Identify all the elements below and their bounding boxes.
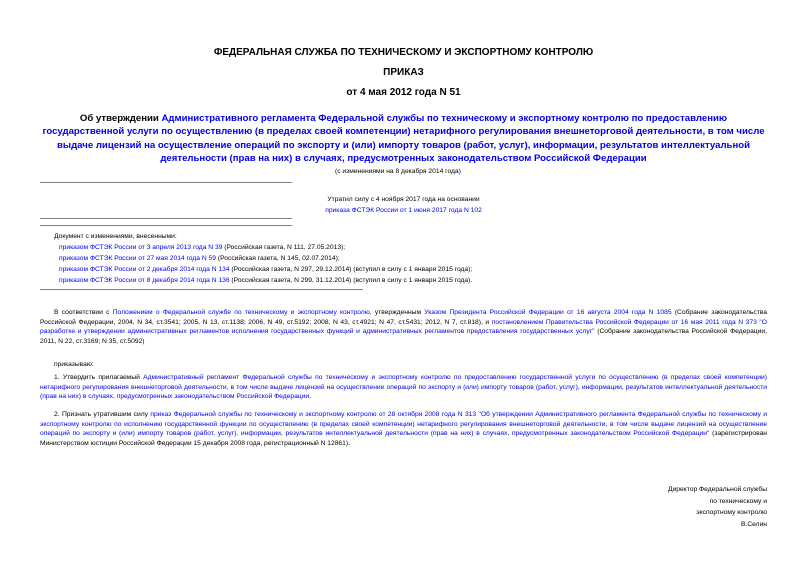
list-item (54, 243, 767, 252)
divider (40, 289, 363, 290)
agency-heading: ФЕДЕРАЛЬНАЯ СЛУЖБА ПО ТЕХНИЧЕСКОМУ И ЭКСПОРТНОМУ КОНТРОЛЮ (213, 47, 594, 58)
changes-block (54, 232, 767, 285)
divider (40, 225, 292, 226)
signature-position: по техническому и (709, 497, 767, 505)
fstec-statute-link[interactable]: Положением о Федеральной службе по техническому и экспортному контролю (112, 309, 370, 316)
change-link[interactable]: приказом ФСТЭК России от 8 декабря 2014 года N 136 (59, 277, 230, 284)
preamble-paragraph (40, 308, 767, 346)
list-item (54, 254, 767, 263)
preamble-text: , утвержденным (369, 309, 425, 316)
amendments-note: (с изменениями на 8 декабря 2014 года) (335, 168, 461, 175)
order-word: приказываю: (54, 361, 94, 368)
change-link[interactable]: приказом ФСТЭК России от 3 апреля 2013 года N 39 (59, 244, 223, 251)
change-details: (Российская газета, N 145, 02.07.2014); (216, 255, 340, 262)
title-regulation-link[interactable]: Административного регламента Федеральной службы по техническому и экспортному контролю по предоставлению государственной услуги по осуществлению (в пределах своей компетенции) нетарифного регулирования внешнеторговой деятельности, в том числе выдаче лицензий на осуществление операций по экспорту и (или) импорту товаров (работ, услуг), информации, результатов интеллектуальной деятельности (прав на них) в случаях, предусмотренных законодательством Российской Федерации (42, 113, 765, 165)
signature-position: Директор Федеральной службы (668, 486, 767, 493)
government-resolution-link[interactable]: постановлением Правительства Российской Федерации от 16 мая 2011 года N 373 "О разработке и утверждении административных регламентов исполнения государственных функций и административных регламентов предоставления государственных услуг" (40, 318, 767, 336)
signatory-name: В.Селин (741, 520, 767, 528)
preamble-text: (Собрание законодательства Российской Федерации, 2011, N 22, ст.3169; N 35, ст.5092) (40, 328, 767, 345)
regulation-link[interactable]: Административный регламент Федеральной службы по техническому и экспортному контролю по предоставлению государственной услуги по осуществлению (в пределах своей компетенции) нетарифного регулирования внешнеторговой деятельности, в том числе выдаче лицензий на осуществление операций по экспорту и (или) импорту товаров (работ, услуг), информации, результатов интеллектуальной деятельности (прав на них) в случаях, предусмотренных законодательством Российской Федерации (40, 374, 767, 401)
list-item (54, 265, 767, 274)
title-prefix: Об утверждении (79, 113, 162, 124)
divider (40, 218, 292, 219)
change-link[interactable]: приказом ФСТЭК России от 2 декабря 2014 года N 134 (59, 266, 230, 273)
item-1-text: 1. Утвердить прилагаемый (54, 374, 144, 381)
item-1-text: . (309, 393, 311, 401)
preamble-text: В соответствии с (54, 309, 113, 316)
changes-heading: Документ с изменениями, внесенными: (54, 233, 177, 240)
repealed-order-link[interactable]: приказ Федеральной службы по техническому и экспортному контролю от 28 октября 2008 года N 313 "Об утверждении Административного регламента Федеральной службы по техническому и экспортному контролю по исполнению государственной функции по осуществлению (в пределах своей компетенции) нетарифного регулирования внешнеторговой деятельности, в том числе выдаче лицензий на осуществление операций по экспорту и (или) импорту товаров (работ, услуг), информации, результатов интеллектуальной деятельности (прав на них) в случаях, предусмотренных законодательством Российской Федерации" (40, 411, 767, 438)
item-2-text: 2. Признать утратившим силу (54, 411, 151, 418)
lost-force-link[interactable]: приказа ФСТЭК России от 1 июня 2017 года N 102 (325, 207, 482, 214)
doc-type: ПРИКАЗ (383, 67, 424, 78)
presidential-decree-link[interactable]: Указом Президента Российской Федерации от 16 августа 2004 года N 1085 (424, 309, 672, 316)
item-2-text: (зарегистрирован Министерством юстиции Российской Федерации 15 декабря 2008 года, регистрационный N 12861). (40, 430, 767, 447)
signature-position: экспортному контролю (696, 509, 767, 517)
change-link[interactable]: приказом ФСТЭК России от 27 мая 2014 года N 59 (59, 255, 216, 262)
preamble-text: (Собрание законодательства Российской Федерации, 2004, N 34, ст.3541; 2005, N 13, ст.1138; 2006, N 49, ст.5192; 2008, N 43, ст.4921; N 47, ст.5431; 2012, N 7, ст.818), и (40, 309, 767, 326)
divider (40, 182, 292, 183)
change-details: (Российская газета, N 299, 31.12.2014) (вступил в силу с 1 января 2015 года). (229, 277, 473, 284)
signature-block (567, 484, 767, 530)
doc-date-number: от 4 мая 2012 года N 51 (346, 87, 461, 98)
list-item (54, 276, 767, 285)
change-details: (Российская газета, N 111, 27.05.2013); (222, 244, 346, 251)
change-details: (Российская газета, N 297, 29.12.2014) (вступил в силу с 1 января 2015 года); (229, 266, 473, 273)
item-1-paragraph (40, 373, 767, 402)
item-2-paragraph (40, 410, 767, 448)
lost-force-text: Утратил силу с 4 ноября 2017 года на основании (327, 196, 480, 203)
page-title (40, 112, 767, 166)
